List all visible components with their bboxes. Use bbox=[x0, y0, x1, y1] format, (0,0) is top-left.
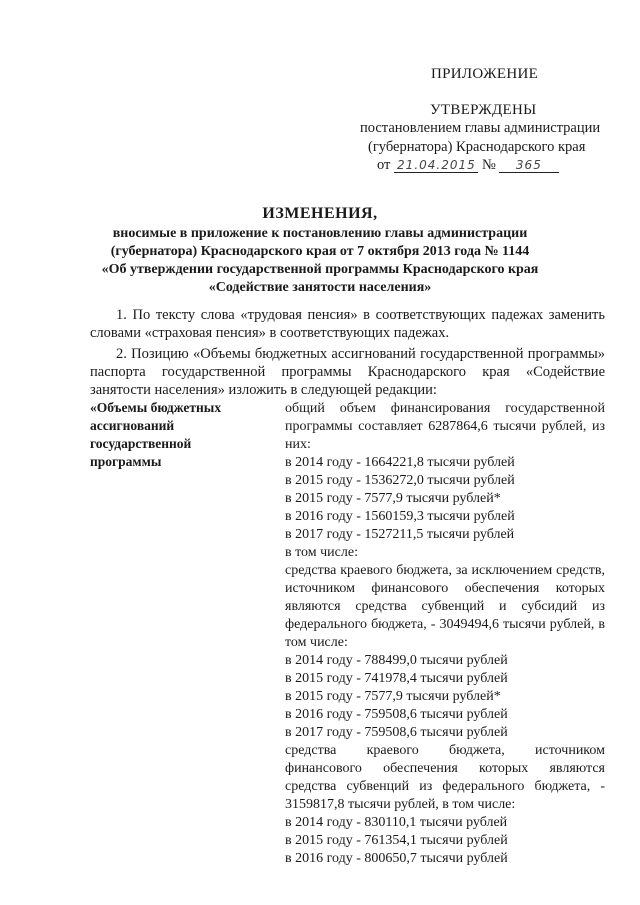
list-item: в 2016 году - 759508,6 тысячи рублей bbox=[285, 707, 508, 722]
including-label: в том числе: bbox=[285, 545, 358, 560]
regional-budget-text: средства краевого бюджета, за исключением средств, источником финансового обеспечения которых являются средства субвенций и субсидий из федерального бюджета, - 3049494,6 тысячи рублей, в том числе: bbox=[285, 563, 605, 650]
list-item: в 2017 году - 759508,6 тысячи рублей bbox=[285, 725, 508, 740]
list-item: в 2015 году - 7577,9 тысячи рублей* bbox=[285, 689, 501, 704]
title-line-4: «Содействие занятости населения» bbox=[208, 280, 432, 295]
list-item: в 2014 году - 788499,0 тысячи рублей bbox=[285, 653, 508, 668]
list-item: в 2015 году - 741978,4 тысячи рублей bbox=[285, 671, 508, 686]
decree-line-1: постановлением главы администрации bbox=[360, 120, 601, 136]
list-item: в 2014 году - 830110,1 тысячи рублей bbox=[285, 815, 508, 830]
table-left-label: «Объемы бюджетных ассигнований государственной программы bbox=[90, 400, 222, 469]
title-line-2: (губернатора) Краснодарского края от 7 октября 2013 года № 1144 bbox=[110, 244, 530, 259]
list-item: в 2015 году - 761354,1 тысячи рублей bbox=[285, 833, 508, 848]
title-line-3: «Об утверждении государственной программы Краснодарского края bbox=[101, 262, 539, 277]
list-item: в 2014 году - 1664221,8 тысячи рублей bbox=[285, 455, 515, 470]
decree-date-line bbox=[377, 157, 559, 174]
approved-label: УТВЕРЖДЕНЫ bbox=[430, 102, 537, 118]
list-item: в 2016 году - 800650,7 тысячи рублей bbox=[285, 851, 508, 866]
title-line-1: вносимые в приложение к постановлению главы администрации bbox=[112, 226, 528, 241]
paragraph-2: 2. Позицию «Объемы бюджетных ассигнований государственной программы» паспорта государственной программы Краснодарского края «Содействие занятости населения» изложить в следующей редакции: bbox=[90, 346, 605, 398]
handwritten-number: 365 bbox=[499, 158, 559, 173]
appendix-label: ПРИЛОЖЕНИЕ bbox=[431, 66, 539, 82]
list-item: в 2017 году - 1527211,5 тысячи рублей bbox=[285, 527, 515, 542]
number-prefix: № bbox=[482, 157, 496, 173]
list-item: в 2015 году - 7577,9 тысячи рублей* bbox=[285, 491, 501, 506]
paragraph-1: 1. По тексту слова «трудовая пенсия» в соответствующих падежах заменить словами «страховая пенсия» в соответствующих падежах. bbox=[90, 307, 605, 341]
total-funding-text: общий объем финансирования государственной программы составляет 6287864,6 тысячи рублей, из них: bbox=[285, 401, 605, 452]
list-item: в 2015 году - 1536272,0 тысячи рублей bbox=[285, 473, 515, 488]
decree-line-2: (губернатора) Краснодарского края bbox=[368, 139, 586, 155]
subvention-budget-text: средства краевого бюджета, источником финансового обеспечения которых являются средства субвенций из федерального бюджета, - 3159817,8 тысячи рублей, в том числе: bbox=[285, 743, 605, 812]
table-right-column bbox=[285, 400, 605, 868]
document-title: ИЗМЕНЕНИЯ, bbox=[262, 205, 378, 222]
handwritten-date: 21.04.2015 bbox=[394, 158, 478, 173]
list-item: в 2016 году - 1560159,3 тысячи рублей bbox=[285, 509, 515, 524]
date-prefix: от bbox=[377, 157, 391, 173]
